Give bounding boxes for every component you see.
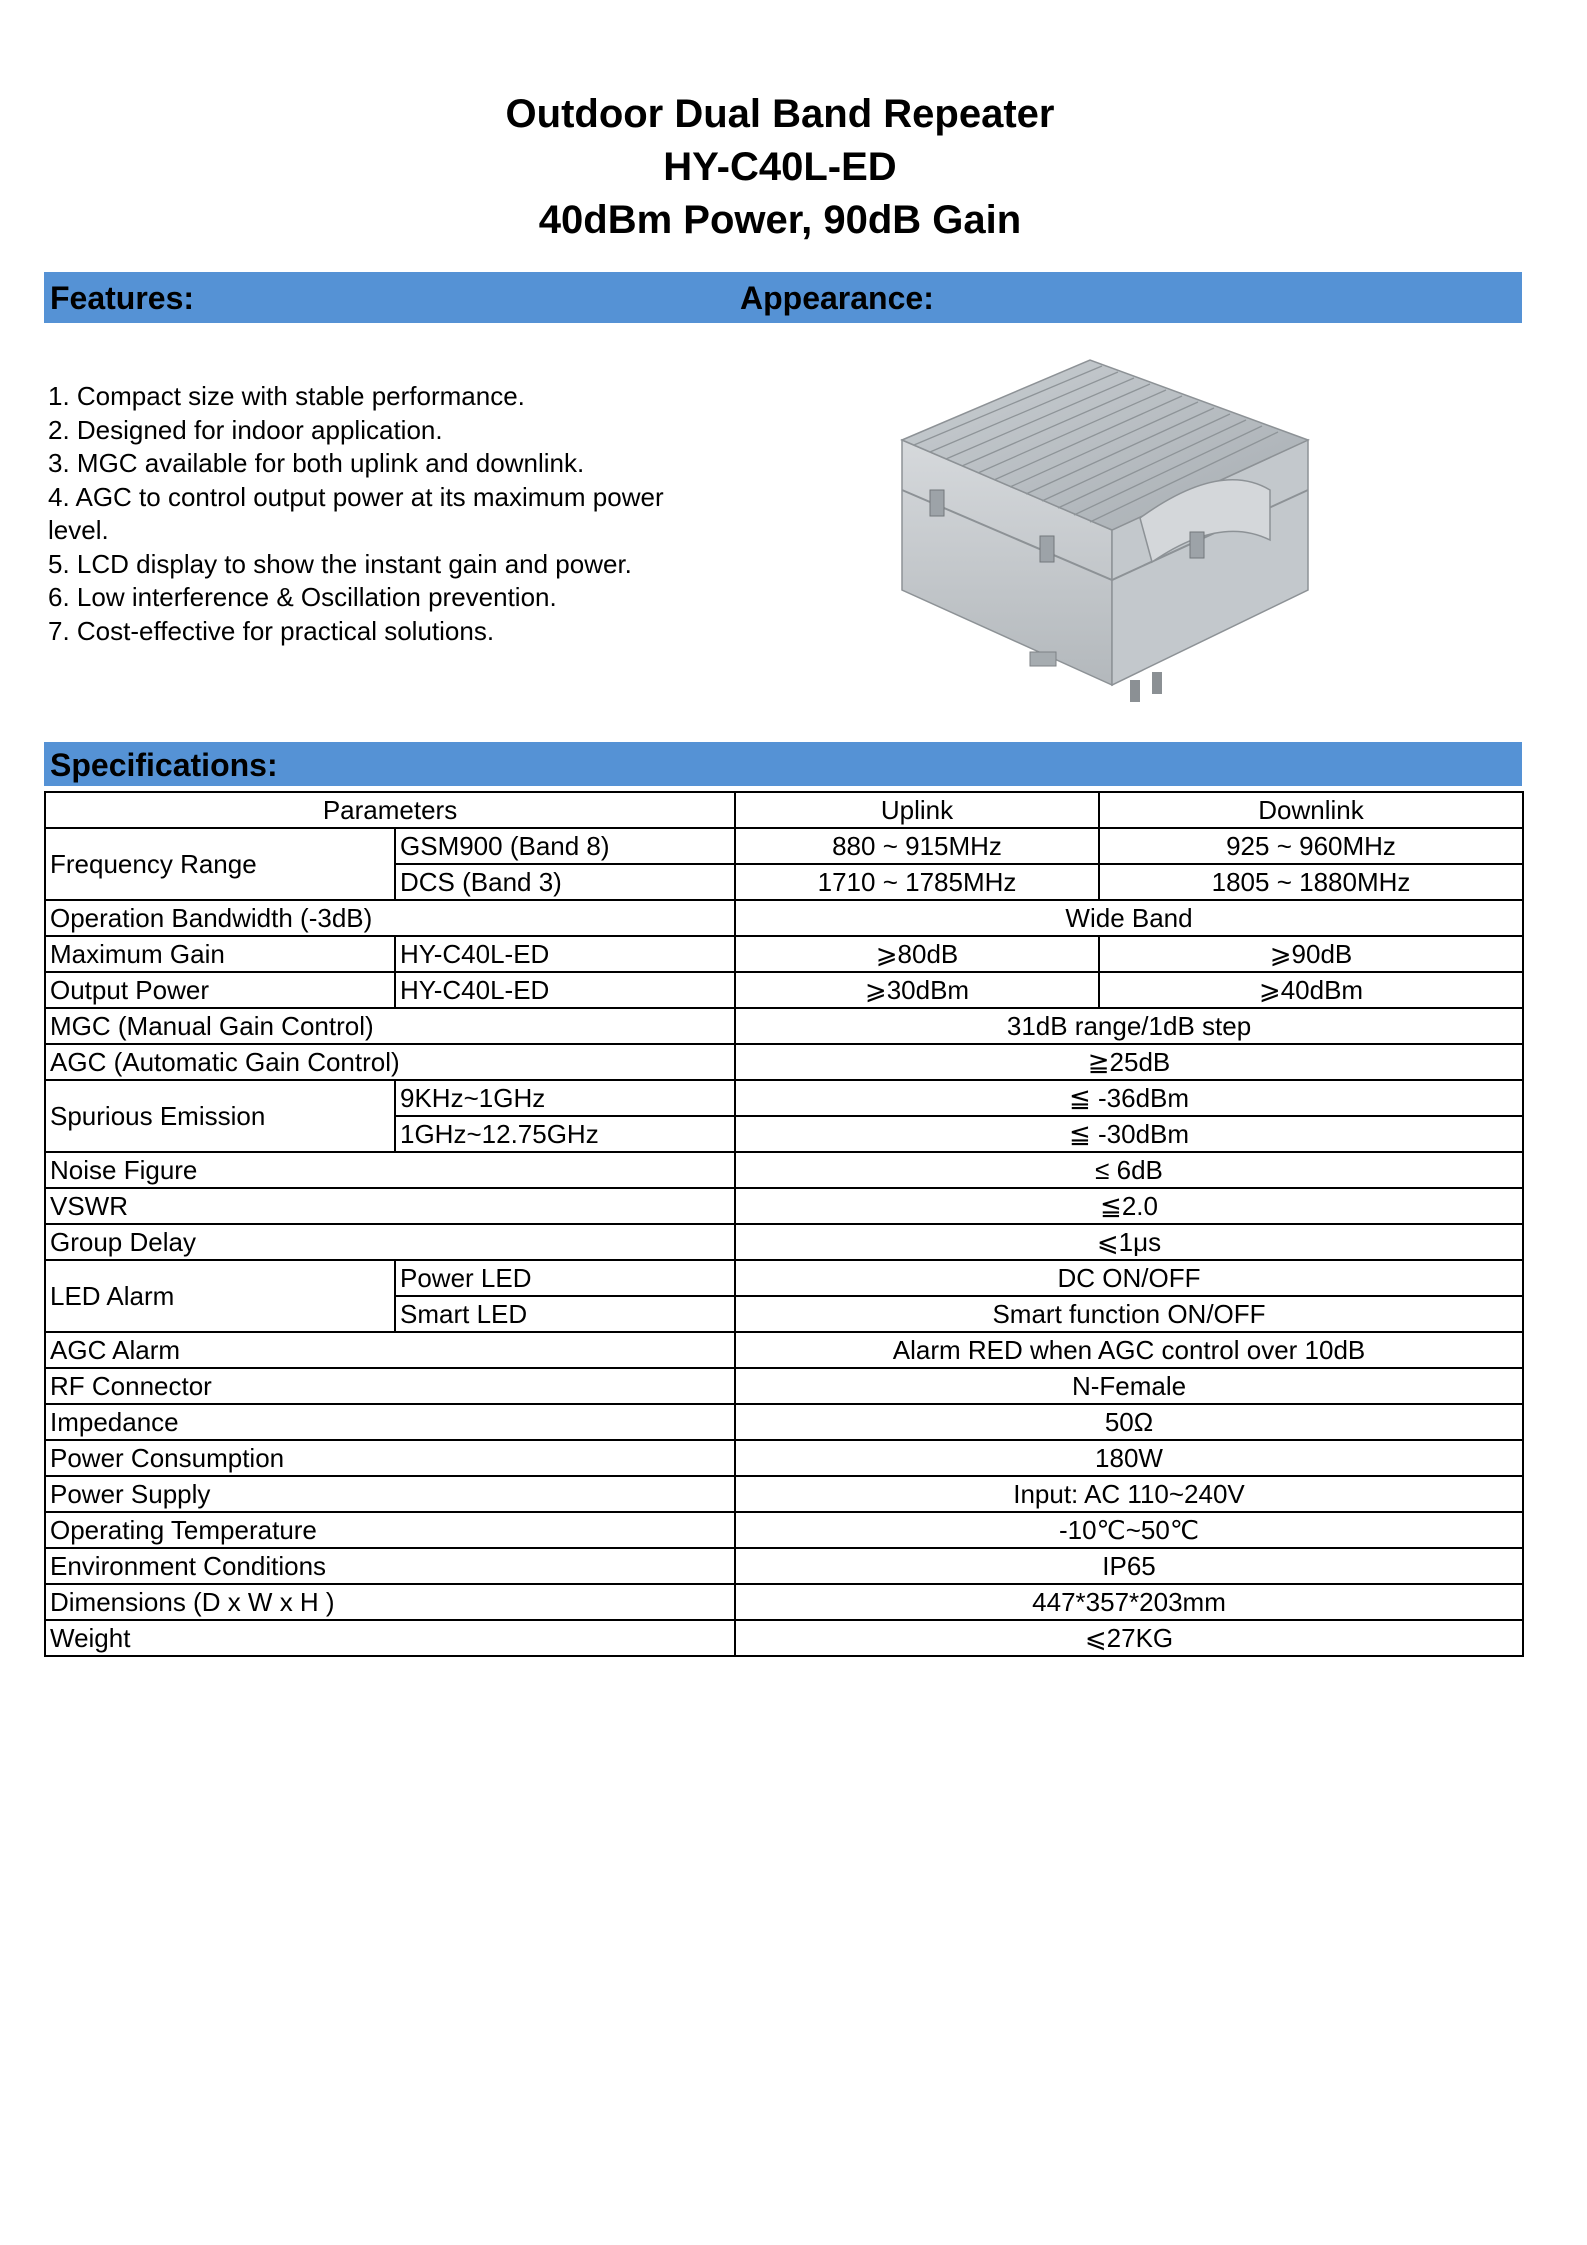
specifications-heading: Specifications: [50,747,278,783]
features-heading: Features: [50,280,195,316]
downlink-value: ⩾40dBm [1099,972,1523,1008]
param-value: -10℃~50℃ [735,1512,1523,1548]
param-sub: HY-C40L-ED [395,972,735,1008]
uplink-value: 1710 ~ 1785MHz [735,864,1099,900]
table-row [45,1224,1523,1260]
table-row [45,1476,1523,1512]
appearance-heading: Appearance: [740,280,934,316]
param-label: Operating Temperature [45,1512,735,1548]
feature-item: 6. Low interference & Oscillation prevention. [48,582,557,612]
specifications-header [44,742,1522,786]
param-label: Maximum Gain [45,936,395,972]
table-row [45,1368,1523,1404]
param-label: AGC (Automatic Gain Control) [45,1044,735,1080]
table-header-row [45,792,1523,828]
param-value: 31dB range/1dB step [735,1008,1523,1044]
param-label: Frequency Range [45,828,395,900]
table-row [45,1260,1523,1296]
param-sub: DCS (Band 3) [395,864,735,900]
param-value: Smart function ON/OFF [735,1296,1523,1332]
param-value: ⩽1μs [735,1224,1523,1260]
param-value: ≦2.0 [735,1188,1523,1224]
param-value: Input: AC 110~240V [735,1476,1523,1512]
param-label: Output Power [45,972,395,1008]
param-label: VSWR [45,1188,735,1224]
param-value: Alarm RED when AGC control over 10dB [735,1332,1523,1368]
param-value: N-Female [735,1368,1523,1404]
header-downlink: Downlink [1099,792,1523,828]
document-subtitle: 40dBm Power, 90dB Gain [538,198,1022,242]
param-value: ≦ -30dBm [735,1116,1523,1152]
param-sub: GSM900 (Band 8) [395,828,735,864]
table-row [45,1080,1523,1116]
feature-item: 1. Compact size with stable performance. [48,381,525,411]
param-label: RF Connector [45,1368,735,1404]
table-row [45,1188,1523,1224]
param-label: Power Supply [45,1476,735,1512]
param-value: ≦ -36dBm [735,1080,1523,1116]
param-value: ⩽27KG [735,1620,1523,1656]
param-value: 447*357*203mm [735,1584,1523,1620]
model-number: HY-C40L-ED [663,145,897,189]
param-value: 50Ω [735,1404,1523,1440]
header-uplink: Uplink [735,792,1099,828]
param-sub: 9KHz~1GHz [395,1080,735,1116]
uplink-value: ⩾30dBm [735,972,1099,1008]
uplink-value: ⩾80dB [735,936,1099,972]
feature-item: 3. MGC available for both uplink and downlink. [48,448,585,478]
param-value: DC ON/OFF [735,1260,1523,1296]
param-label: MGC (Manual Gain Control) [45,1008,735,1044]
table-row [45,900,1523,936]
param-sub: Smart LED [395,1296,735,1332]
param-label: Environment Conditions [45,1548,735,1584]
feature-item: 2. Designed for indoor application. [48,414,443,445]
table-row [45,1332,1523,1368]
table-row [45,1548,1523,1584]
table-row [45,1620,1523,1656]
table-row [45,1008,1523,1044]
param-label: Weight [45,1620,735,1656]
feature-item: 7. Cost-effective for practical solutions. [48,615,495,646]
param-value: Wide Band [735,900,1523,936]
param-label: Group Delay [45,1224,735,1260]
param-label: LED Alarm [45,1260,395,1332]
table-row [45,1440,1523,1476]
param-value: ≧25dB [735,1044,1523,1080]
table-row [45,828,1523,864]
param-label: Power Consumption [45,1440,735,1476]
repeater-device-image [890,340,1370,720]
document-title-block [0,88,1560,247]
param-value: IP65 [735,1548,1523,1584]
table-row [45,1584,1523,1620]
specifications-table [44,791,1524,1657]
param-sub: 1GHz~12.75GHz [395,1116,735,1152]
param-label: Impedance [45,1404,735,1440]
downlink-value: 925 ~ 960MHz [1099,828,1523,864]
feature-item: 5. LCD display to show the instant gain and power. [48,548,632,579]
param-label: Spurious Emission [45,1080,395,1152]
features-list [48,380,708,648]
param-label: AGC Alarm [45,1332,735,1368]
header-parameters: Parameters [45,792,735,828]
table-row [45,972,1523,1008]
param-sub: HY-C40L-ED [395,936,735,972]
features-appearance-header [44,272,1522,323]
param-sub: Power LED [395,1260,735,1296]
downlink-value: 1805 ~ 1880MHz [1099,864,1523,900]
table-row [45,1512,1523,1548]
param-label: Operation Bandwidth (-3dB) [45,900,735,936]
param-value: ≤ 6dB [735,1152,1523,1188]
table-row [45,1404,1523,1440]
table-row [45,1152,1523,1188]
param-value: 180W [735,1440,1523,1476]
uplink-value: 880 ~ 915MHz [735,828,1099,864]
feature-item: 4. AGC to control output power at its maximum power level. [48,481,664,545]
document-title: Outdoor Dual Band Repeater [505,92,1055,136]
param-label: Dimensions (D x W x H ) [45,1584,735,1620]
table-row [45,936,1523,972]
downlink-value: ⩾90dB [1099,936,1523,972]
param-label: Noise Figure [45,1152,735,1188]
table-row [45,1044,1523,1080]
